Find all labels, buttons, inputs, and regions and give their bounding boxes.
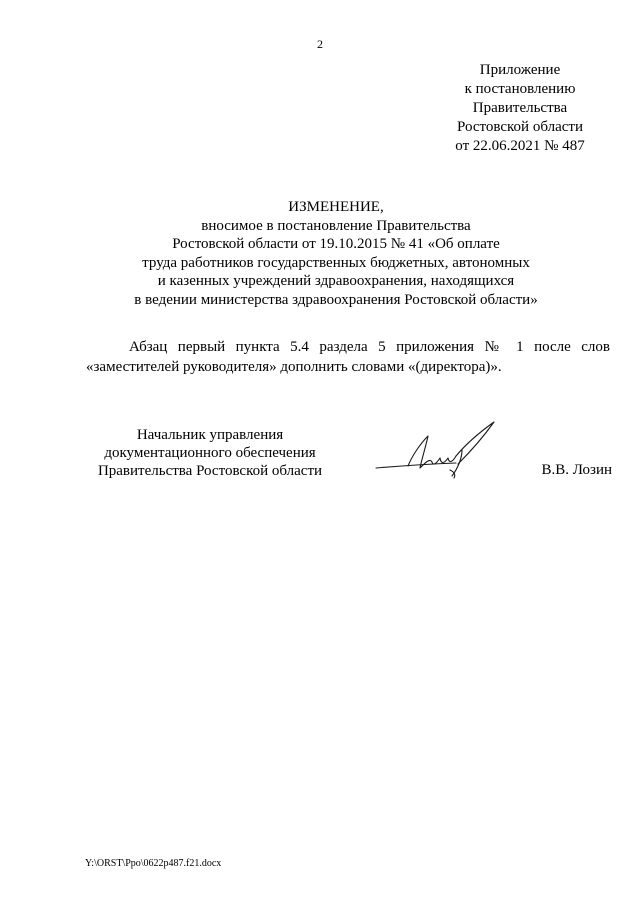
appendix-line: Приложение — [479, 62, 561, 78]
appendix-date-number: от 22.06.2021 № 487 — [455, 138, 585, 154]
file-path-footer: Y:\ORST\Ppo\0622p487.f21.docx — [85, 858, 222, 869]
heading-line: Ростовской области от 19.10.2015 № 41 «Об оплате — [172, 236, 500, 252]
heading-line: труда работников государственных бюджетных, автономных — [142, 254, 530, 271]
handwritten-signature — [370, 418, 510, 490]
signatory-position-line: Правительства Ростовской области — [97, 463, 323, 479]
signatory-position-line: Начальник управления — [136, 427, 284, 443]
heading-line: вносимое в постановление Правительства — [201, 217, 471, 234]
appendix-line: к постановлению — [464, 81, 576, 97]
signatory-position — [80, 426, 340, 480]
heading-line: и казенных учреждений здравоохранения, находящихся — [157, 273, 515, 289]
body-line: «заместителей руководителя» дополнить словами «(директора)». — [86, 359, 502, 375]
page-number: 2 — [317, 37, 323, 51]
body-paragraph — [86, 337, 610, 377]
appendix-block — [420, 61, 620, 156]
signatory-position-line: документационного обеспечения — [104, 445, 316, 461]
body-line: Абзац первый пункта 5.4 раздела 5 приложения № 1 после слов — [129, 339, 610, 355]
document-heading — [60, 198, 612, 309]
appendix-line: Ростовской области — [457, 119, 583, 135]
appendix-line: Правительства — [472, 100, 568, 116]
heading-title: ИЗМЕНЕНИЕ, — [288, 199, 384, 215]
signer-name: В.В. Лозин — [541, 462, 612, 478]
heading-line: в ведении министерства здравоохранения Ростовской области» — [134, 291, 538, 308]
